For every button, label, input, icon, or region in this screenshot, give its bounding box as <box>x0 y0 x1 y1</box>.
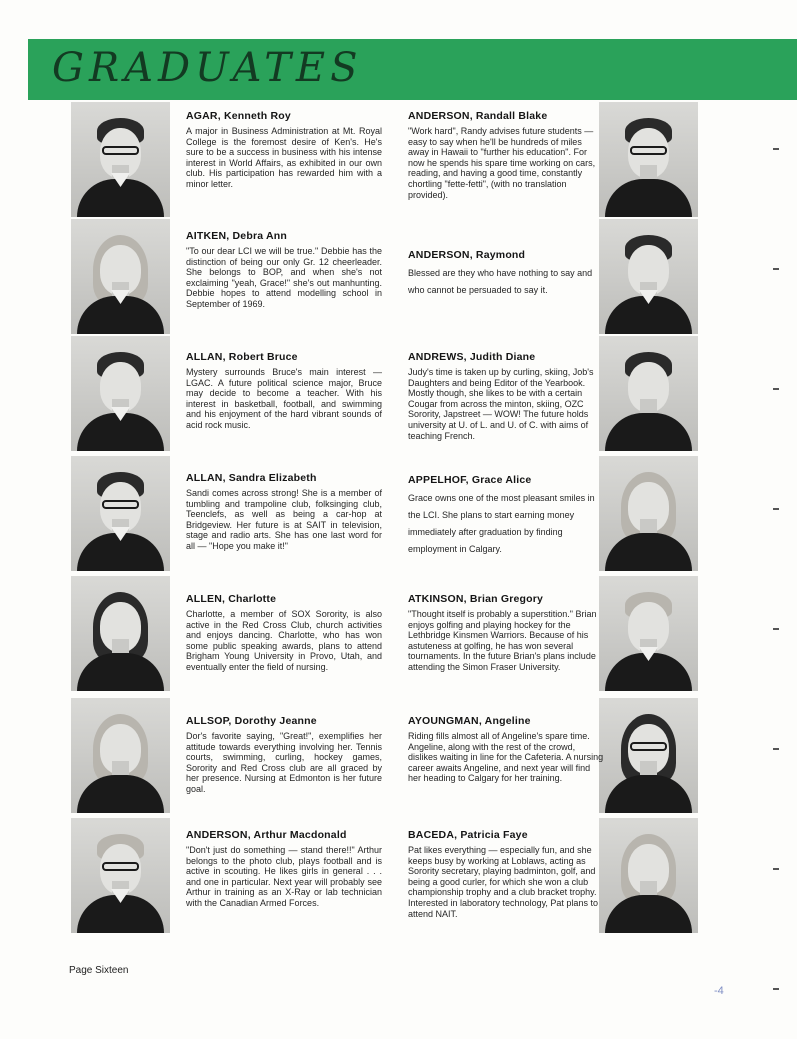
grad-name: ANDERSON, Arthur Macdonald <box>186 829 347 841</box>
portrait-anderson-arthur <box>71 818 170 933</box>
grad-bio: Mystery surrounds Bruce's main interest — LGAC. A future political science major, Bruce may decide to become a teacher. With his interest in basketball, football, and swimming and his enjoyment of the hard vibrant sounds of acid rock music. <box>186 367 382 430</box>
grad-name: ALLEN, Charlotte <box>186 593 277 605</box>
grad-name: ATKINSON, Brian Gregory <box>408 593 544 605</box>
grad-entry <box>186 829 382 909</box>
grad-name: ANDREWS, Judith Diane <box>408 351 536 363</box>
grad-bio: "Work hard", Randy advises future students — easy to say when he'll be hundreds of miles away in Hawaii to "further his education". For now he spends his spare time working on cars, reading, and having a good time, constantly chortling "fette-fetti", (with no translation provided). <box>408 126 596 200</box>
binding-tick <box>773 508 779 510</box>
grad-entry <box>408 593 604 673</box>
page-title: GRADUATES <box>52 45 363 91</box>
portrait-agar <box>71 102 170 217</box>
binding-tick <box>773 628 779 630</box>
grad-entry <box>408 249 604 299</box>
binding-tick <box>773 148 779 150</box>
binding-tick <box>773 988 779 990</box>
grad-entry <box>408 474 604 558</box>
grad-bio: "Don't just do something — stand there!!" Arthur belongs to the photo club, plays football and is active in scouting. He likes girls in general . . . and one in particular. Next year will probably see Arthur in training as an X-Ray or lab technician with the Canadian Armed Forces. <box>186 845 382 908</box>
portrait-anderson-raymond <box>599 219 698 334</box>
grad-name: AYOUNGMAN, Angeline <box>408 715 531 727</box>
grad-bio: Dor's favorite saying, "Great!", exemplifies her attitude towards everything involving her. Tennis courts, swimming, curling, hockey games, Sorority and Red Cross club are all graced by her presence. Nursing at Edmonton is her future goal. <box>186 731 382 794</box>
grad-entry <box>186 351 382 431</box>
pencil-mark: -4 <box>714 985 724 997</box>
grad-bio: Pat likes everything — especially fun, and she keeps busy by working at Loblaws, acting as Sorority secretary, playing badminton, golf, and being a good curler, for which she won a club championship trophy and a club bracket trophy. Interested in laboratory technology, Pat plans to attend NAIT. <box>408 845 598 919</box>
grad-bio: A major in Business Administration at Mt. Royal College is the foremost desire of Ken's. He's sure to be a success in business with his intense interest in World Affairs, as exhibited in our own club. His participation has rewarded him with a minor letter. <box>186 126 382 189</box>
grad-entry <box>186 472 382 552</box>
grad-bio: "To our dear LCI we will be true." Debbie has the distinction of being our only Gr. 12 cheerleader. She belongs to BOP, and when she's not exclaiming "yeah, Grace!" she's out manhunting. Debbie hopes to attend modelling school in September of 1969. <box>186 246 382 309</box>
portrait-anderson-randall <box>599 102 698 217</box>
binding-tick <box>773 868 779 870</box>
graduates-banner <box>28 39 797 100</box>
grad-name: AITKEN, Debra Ann <box>186 230 288 242</box>
grad-entry <box>408 351 604 441</box>
portrait-appelhof <box>599 456 698 571</box>
grad-bio: Charlotte, a member of SOX Sorority, is also active in the Red Cross Club, church activities and enjoys dancing. Charlotte, who has won some public speaking awards, plans to attend Brigham Young University in Provo, Utah, and eventually enter the field of nursing. <box>186 609 382 672</box>
binding-tick <box>773 388 779 390</box>
binding-tick <box>773 748 779 750</box>
grad-name: ALLAN, Sandra Elizabeth <box>186 472 317 484</box>
grad-entry <box>408 110 604 200</box>
portrait-ayoungman <box>599 698 698 813</box>
portrait-andrews <box>599 336 698 451</box>
portrait-allan-sandra <box>71 456 170 571</box>
binding-tick <box>773 268 779 270</box>
grad-entry <box>408 829 604 919</box>
grad-name: BACEDA, Patricia Faye <box>408 829 528 841</box>
grad-bio: Grace owns one of the most pleasant smiles in the LCI. She plans to start earning money immediately after graduation by finding employment in Calgary. <box>408 493 595 554</box>
grad-entry <box>186 110 382 190</box>
portrait-aitken <box>71 219 170 334</box>
grad-entry <box>186 593 382 673</box>
grad-name: ALLAN, Robert Bruce <box>186 351 298 363</box>
grad-name: AGAR, Kenneth Roy <box>186 110 291 122</box>
portrait-allsop <box>71 698 170 813</box>
portrait-atkinson <box>599 576 698 691</box>
grad-name: ANDERSON, Raymond <box>408 249 526 261</box>
grad-bio: Judy's time is taken up by curling, skiing, Job's Daughters and being Editor of the Yearbook. Mostly though, she likes to be with a certain Cougar from across the minton, skiing, OZC Sorority, Japstreet — WOW! The future holds university at U. of L. and U. of C. with aims of teaching French. <box>408 367 594 441</box>
portrait-allen-charlotte <box>71 576 170 691</box>
grad-name: ANDERSON, Randall Blake <box>408 110 548 122</box>
grad-bio: "Thought itself is probably a superstition." Brian enjoys golfing and playing hockey for the Lethbridge Kinsmen Warriors. Because of his astuteness at golfing, he has won several tournaments. In the future Brian's plans include attending the Simon Fraser University. <box>408 609 597 672</box>
grad-bio: Riding fills almost all of Angeline's spare time. Angeline, along with the rest of the crowd, dislikes waiting in line for the Cafeteria. A nursing career awaits Angeline, and next year will find her heading to Calgary for her training. <box>408 731 604 784</box>
portrait-allan-robert <box>71 336 170 451</box>
page-number: Page Sixteen <box>69 965 129 976</box>
grad-name: APPELHOF, Grace Alice <box>408 474 532 486</box>
portrait-baceda <box>599 818 698 933</box>
grad-entry <box>186 715 382 795</box>
grad-entry <box>186 230 382 310</box>
grad-bio: Sandi comes across strong! She is a member of tumbling and trampoline club, folksinging club, Teenclefs, as well as being a car-hop at Bridgeview. Her future is at SAIT in television, stage and radio arts. She has one last word for all — "Hope you make it!" <box>186 488 382 551</box>
grad-name: ALLSOP, Dorothy Jeanne <box>186 715 317 727</box>
grad-entry <box>408 715 604 784</box>
grad-bio: Blessed are they who have nothing to say and who cannot be persuaded to say it. <box>408 268 593 295</box>
